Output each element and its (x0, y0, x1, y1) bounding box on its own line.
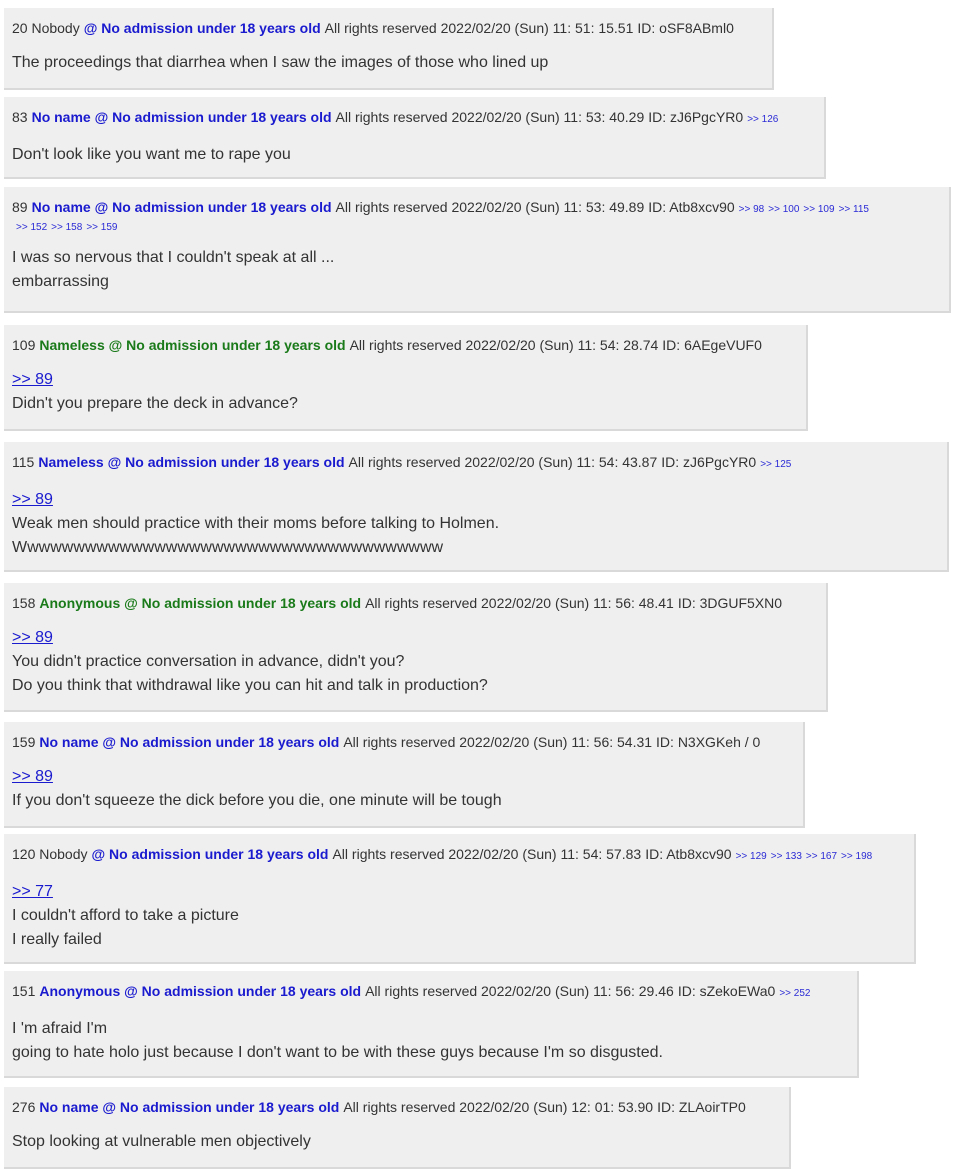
post-text-line: Stop looking at vulnerable men objectively (12, 1133, 311, 1150)
post-number[interactable]: 159 (12, 734, 36, 750)
reply-link[interactable]: >> 133 (770, 851, 802, 862)
reply-links (779, 988, 814, 999)
post-number[interactable]: 115 (12, 454, 35, 470)
poster-id[interactable]: ID: Atb8xcv90 (645, 846, 732, 862)
post (4, 442, 949, 572)
post-date: All rights reserved 2022/02/20 (Sun) 12: 01: 53.90 (343, 1099, 654, 1115)
post-text-line: I was so nervous that I couldn't speak at all ... (12, 249, 335, 266)
quote-link[interactable]: >> 89 (12, 371, 53, 388)
post (4, 8, 774, 90)
post-text-line: Weak men should practice with their moms before talking to Holmen. (12, 515, 500, 532)
post-date: All rights reserved 2022/02/20 (Sun) 11: 51: 15.51 (324, 20, 634, 36)
post-body (12, 765, 795, 813)
reply-link[interactable]: >> 167 (805, 851, 838, 862)
post-number[interactable]: 20 Nobody (12, 20, 80, 36)
post-number[interactable]: 120 Nobody (12, 846, 88, 862)
post-body (12, 1017, 849, 1065)
post (4, 187, 951, 313)
reply-link[interactable]: >> 158 (51, 222, 83, 233)
post-date: All rights reserved 2022/02/20 (Sun) 11: 54: 43.87 (348, 454, 658, 470)
poster-id[interactable]: ID: 3DGUF5XN0 (677, 595, 783, 611)
post-date: All rights reserved 2022/02/20 (Sun) 11: 53: 49.89 (335, 199, 645, 215)
poster-name: No name @ No admission under 18 years old (31, 199, 332, 215)
poster-id[interactable]: ID: Atb8xcv90 (648, 199, 735, 215)
post (4, 971, 859, 1078)
post (4, 325, 808, 431)
post-date: All rights reserved 2022/02/20 (Sun) 11: 54: 28.74 (349, 337, 659, 353)
post-date: All rights reserved 2022/02/20 (Sun) 11: 54: 57.83 (332, 846, 642, 862)
quote-link[interactable]: >> 89 (12, 629, 53, 646)
poster-name: Anonymous @ No admission under 18 years old (39, 595, 362, 611)
poster-id[interactable]: ID: sZekoEWa0 (677, 983, 776, 999)
reply-link[interactable]: >> 109 (803, 204, 835, 215)
post-body (12, 368, 798, 416)
post (4, 722, 805, 828)
post (4, 1087, 791, 1169)
post-text-line: I 'm afraid I'm (12, 1020, 108, 1037)
post-text-line: embarrassing (12, 273, 109, 290)
post-number[interactable]: 151 (12, 983, 36, 999)
post-text-line: Wwwwwwwwwwwwwwwwwwwwwwwwwwwwwwwwwwwww (12, 539, 444, 556)
reply-links-continued (16, 220, 941, 236)
reply-link[interactable]: >> 252 (779, 988, 811, 999)
reply-link[interactable]: >> 129 (735, 851, 767, 862)
reply-link[interactable]: >> 100 (768, 204, 800, 215)
post-header (12, 593, 818, 613)
quote-link[interactable]: >> 77 (12, 883, 53, 900)
post-header (12, 844, 906, 867)
post-number[interactable]: 109 (12, 337, 36, 353)
poster-name: No name @ No admission under 18 years old (39, 734, 340, 750)
post-text-line: Do you think that withdrawal like you can hit and talk in production? (12, 677, 488, 694)
reply-link[interactable]: >> 198 (841, 851, 873, 862)
quote-link[interactable]: >> 89 (12, 768, 53, 785)
post-text-line: Don't look like you want me to rape you (12, 146, 291, 163)
post-text-line: I really failed (12, 931, 102, 948)
post-body (12, 143, 816, 167)
post-date: All rights reserved 2022/02/20 (Sun) 11: 56: 29.46 (365, 983, 674, 999)
reply-links (739, 204, 873, 215)
post-text-line: going to hate holo just because I don't want to be with these guys because I'm so disgusted. (12, 1044, 663, 1061)
post-body (12, 488, 939, 560)
poster-id[interactable]: ID: oSF8ABml0 (637, 20, 734, 36)
post-header (12, 107, 816, 130)
poster-name: @ No admission under 18 years old (91, 846, 329, 862)
post (4, 583, 828, 712)
poster-name: @ No admission under 18 years old (83, 20, 321, 36)
reply-link[interactable]: >> 98 (738, 204, 765, 215)
poster-name: Anonymous @ No admission under 18 years old (39, 983, 362, 999)
reply-link[interactable]: >> 126 (747, 114, 779, 125)
poster-id[interactable]: ID: zJ6PgcYR0 (661, 454, 757, 470)
reply-link[interactable]: >> 152 (16, 222, 48, 233)
post-number[interactable]: 83 (12, 109, 28, 125)
poster-id[interactable]: ID: 6AEgeVUF0 (662, 337, 762, 353)
post-body (12, 626, 818, 698)
reply-link[interactable]: >> 159 (86, 222, 118, 233)
post-body (12, 246, 941, 294)
poster-name: Nameless @ No admission under 18 years old (39, 337, 346, 353)
post-body (12, 51, 764, 75)
post-number[interactable]: 89 (12, 199, 28, 215)
post-text-line: The proceedings that diarrhea when I saw the images of those who lined up (12, 54, 549, 71)
reply-link[interactable]: >> 115 (838, 204, 869, 215)
post-text-line: Didn't you prepare the deck in advance? (12, 395, 298, 412)
post-header (12, 981, 849, 1004)
reply-links (736, 851, 877, 862)
post-number[interactable]: 276 (12, 1099, 36, 1115)
post-header (12, 197, 941, 220)
post (4, 834, 916, 964)
reply-links (747, 114, 782, 125)
post-date: All rights reserved 2022/02/20 (Sun) 11: 53: 40.29 (335, 109, 645, 125)
post-header (12, 18, 764, 38)
post-text-line: You didn't practice conversation in advance, didn't you? (12, 653, 405, 670)
post-header (12, 452, 939, 475)
post-body (12, 880, 906, 952)
poster-id[interactable]: ID: ZLAoirTP0 (657, 1099, 746, 1115)
quote-link[interactable]: >> 89 (12, 491, 53, 508)
reply-links (760, 459, 795, 470)
post-text-line: I couldn't afford to take a picture (12, 907, 239, 924)
post-header (12, 1097, 781, 1117)
poster-id[interactable]: ID: N3XGKeh / 0 (656, 734, 761, 750)
poster-name: No name @ No admission under 18 years old (31, 109, 332, 125)
poster-name: Nameless @ No admission under 18 years old (38, 454, 345, 470)
post-number[interactable]: 158 (12, 595, 36, 611)
reply-link[interactable]: >> 125 (760, 459, 792, 470)
post-date: All rights reserved 2022/02/20 (Sun) 11: 56: 54.31 (343, 734, 653, 750)
post (4, 97, 826, 179)
post-header (12, 335, 798, 355)
post-body (12, 1130, 781, 1154)
post-text-line: If you don't squeeze the dick before you die, one minute will be tough (12, 792, 502, 809)
post-date: All rights reserved 2022/02/20 (Sun) 11: 56: 48.41 (365, 595, 674, 611)
post-header (12, 732, 795, 752)
poster-name: No name @ No admission under 18 years old (39, 1099, 340, 1115)
poster-id[interactable]: ID: zJ6PgcYR0 (648, 109, 744, 125)
